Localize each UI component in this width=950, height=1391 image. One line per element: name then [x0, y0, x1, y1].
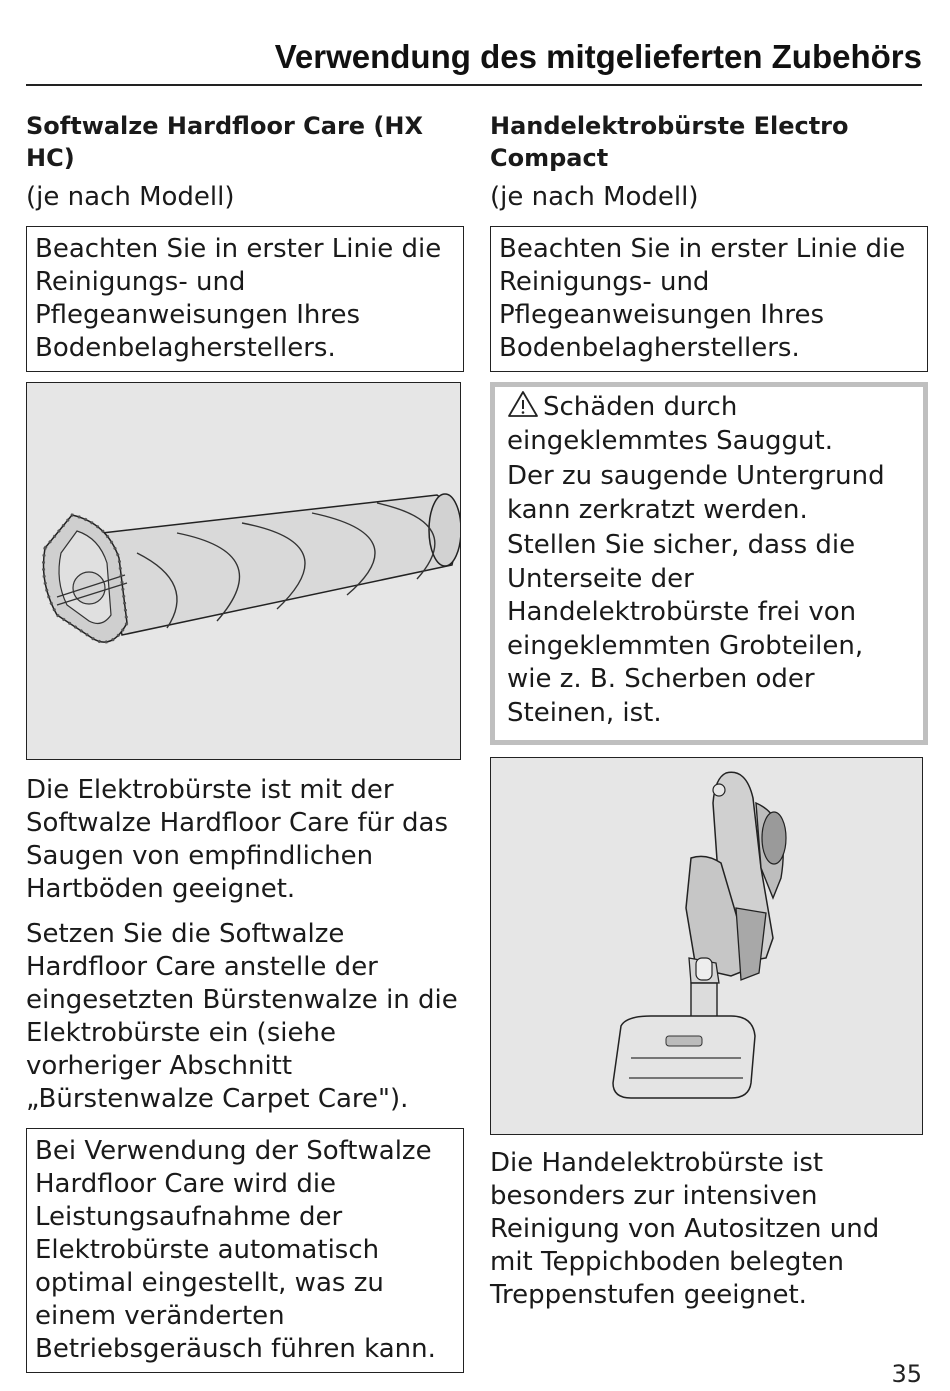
section-heading-handelektrobuerste: Handelektrobürste Electro Compact — [490, 112, 849, 172]
model-note: (je nach Modell) — [26, 182, 235, 212]
warning-title: Schäden durch eingeklemmtes Sauggut. — [507, 392, 833, 456]
handelektrobuerste-illustration — [490, 757, 923, 1135]
page-number: 35 — [891, 1360, 922, 1388]
warning-box — [490, 382, 928, 745]
description-paragraph: Die Elektrobürste ist mit der Softwalze Hardfloor Care für das Saugen von empfindlichen Hartböden geeignet. — [26, 775, 449, 904]
warning-triangle-icon — [507, 390, 539, 418]
left-column — [26, 110, 464, 1383]
header-divider — [26, 84, 922, 86]
warning-consequence: Der zu saugende Untergrund kann zerkratzt werden. — [507, 461, 885, 525]
right-column — [490, 110, 928, 1324]
softwalze-illustration — [26, 382, 461, 760]
description-paragraph: Die Handelektrobürste ist besonders zur intensiven Reinigung von Autositzen und mit Teppichboden belegten Treppenstufen geeignet. — [490, 1148, 880, 1310]
section-heading-softwalze: Softwalze Hardfloor Care (HX HC) — [26, 112, 423, 172]
info-box-power: Bei Verwendung der Softwalze Hardfloor Care wird die Leistungsaufnahme der Elektrobürste automatisch optimal eingestellt, was zu einem veränderten Betriebsgeräusch führen kann. — [26, 1128, 464, 1373]
hand-brush-drawing — [491, 758, 922, 1134]
roller-drawing — [27, 383, 460, 759]
instruction-paragraph: Setzen Sie die Softwalze Hardfloor Care anstelle der eingesetzten Bürstenwalze in die Elektrobürste ein (siehe vorheriger Abschnitt „Bürstenwalze Carpet Care"). — [26, 919, 458, 1114]
info-box-floor-care: Beachten Sie in erster Linie die Reinigungs- und Pflegeanweisungen Ihres Bodenbelagherstellers. — [26, 226, 464, 372]
warning-instruction: Stellen Sie sicher, dass die Unterseite der Handelektrobürste frei von eingeklemmten Grobteilen, wie z. B. Scherben oder Steinen, ist. — [507, 530, 864, 728]
model-note: (je nach Modell) — [490, 182, 699, 212]
info-box-floor-care: Beachten Sie in erster Linie die Reinigungs- und Pflegeanweisungen Ihres Bodenbelagherstellers. — [490, 226, 928, 372]
page-title: Verwendung des mitgelieferten Zubehörs — [274, 38, 922, 75]
